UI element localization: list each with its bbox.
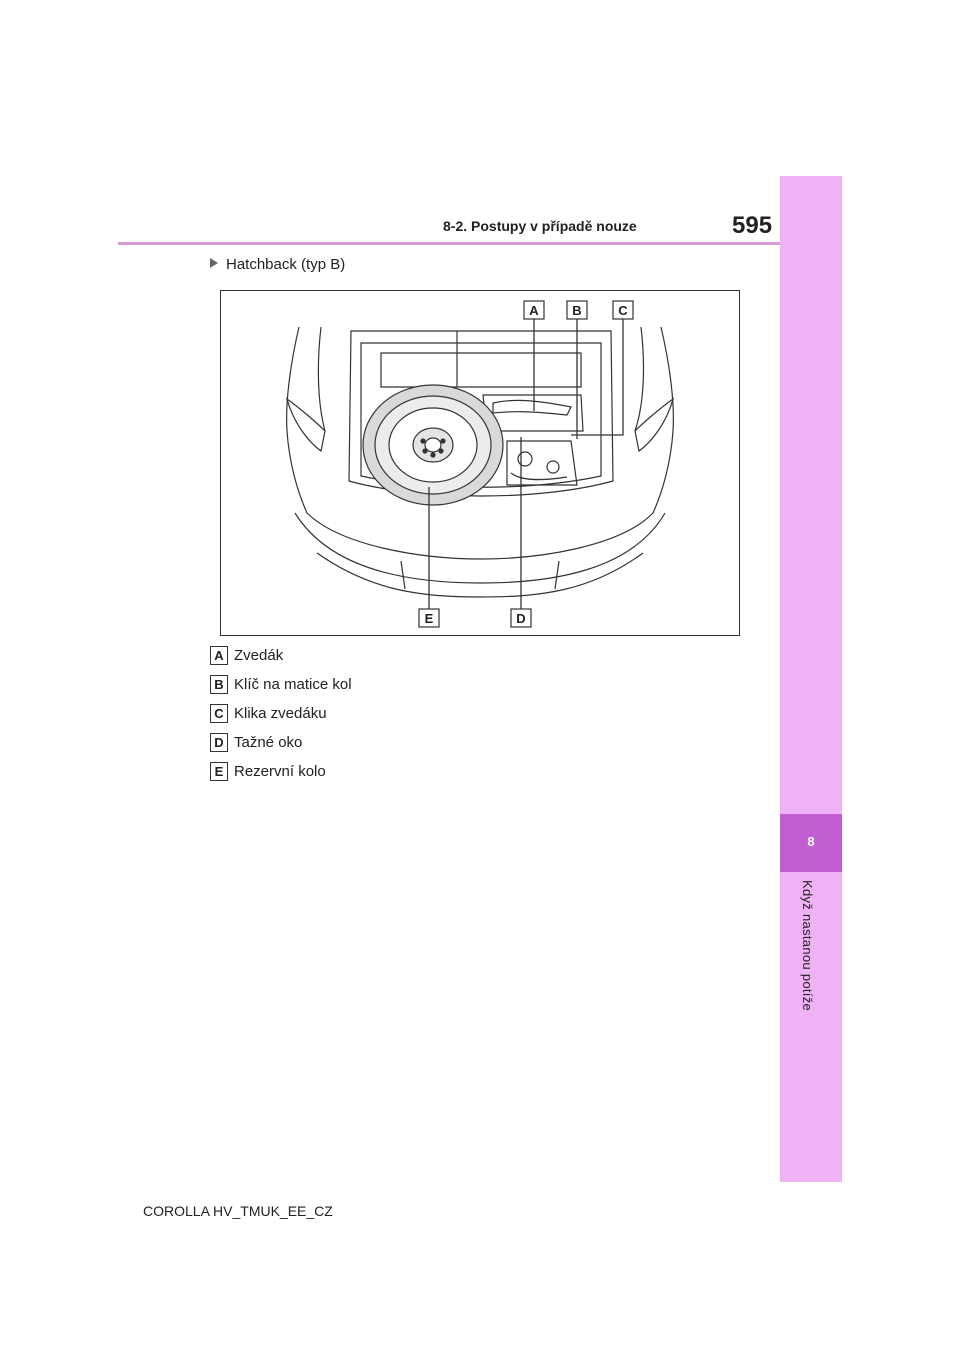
legend-item <box>210 762 326 781</box>
chapter-number: 8 <box>807 834 815 849</box>
legend-item <box>210 733 302 752</box>
legend-item <box>210 704 327 723</box>
chapter-title: Když nastanou potíže <box>800 880 815 1012</box>
page-number: 595 <box>732 212 773 239</box>
legend-label: Rezervní kolo <box>234 763 326 780</box>
trunk-illustration <box>220 290 740 636</box>
legend-label: Tažné oko <box>234 734 303 751</box>
subheading <box>210 256 345 273</box>
section-title: 8-2. Postupy v případě nouze <box>443 218 637 234</box>
bullet-triangle-icon <box>210 258 218 268</box>
legend-label: Zvedák <box>234 647 284 664</box>
legend-key: D <box>210 733 228 752</box>
document-code-footer: COROLLA HV_TMUK_EE_CZ <box>143 1203 333 1219</box>
subheading-text: Hatchback (typ B) <box>226 256 346 273</box>
chapter-side-tab <box>780 176 842 1182</box>
legend-key: E <box>210 762 228 781</box>
legend-item <box>210 675 352 694</box>
callout-d: D <box>516 611 526 626</box>
legend-key: A <box>210 646 228 665</box>
callout-c: C <box>618 303 628 318</box>
header-divider <box>118 242 840 245</box>
legend-key: C <box>210 704 228 723</box>
callout-e: E <box>424 611 434 626</box>
legend-item <box>210 646 283 665</box>
callout-b: B <box>572 303 582 318</box>
legend-label: Klika zvedáku <box>234 705 327 722</box>
callout-a: A <box>529 303 539 318</box>
car-trunk-drawing <box>221 291 739 635</box>
spare-tire <box>363 385 503 505</box>
legend-label: Klíč na matice kol <box>234 676 352 693</box>
legend-key: B <box>210 675 228 694</box>
